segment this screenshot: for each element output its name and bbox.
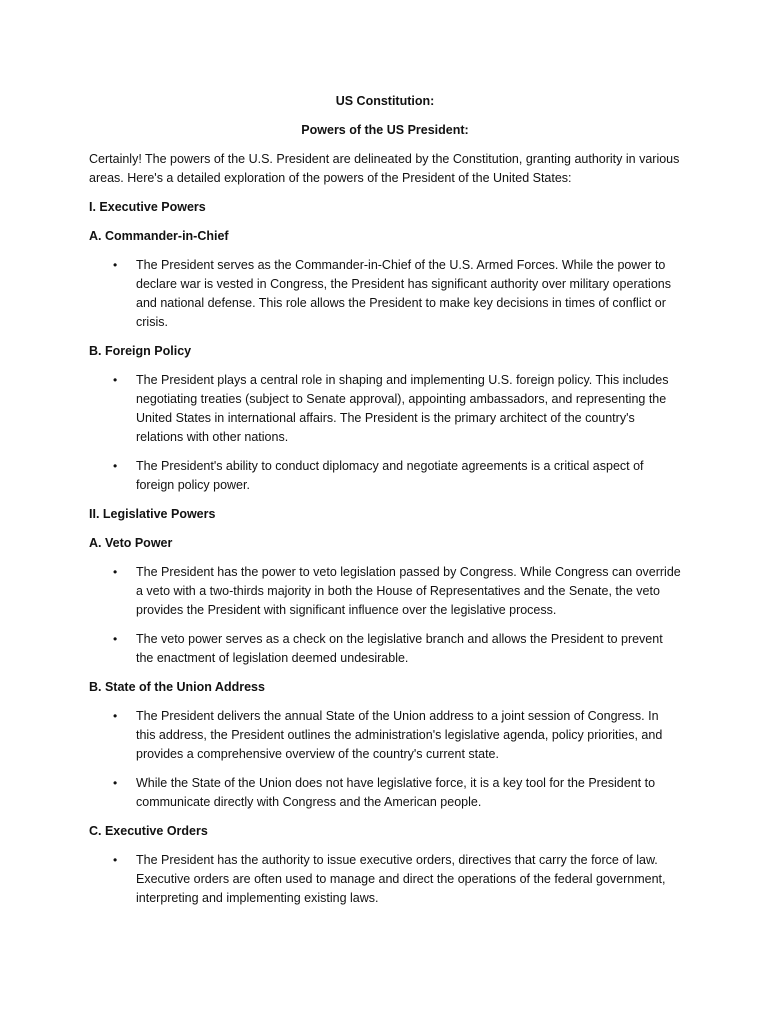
list-item-text: The President's ability to conduct diplomacy and negotiate agreements is a critical aspect of foreign policy power.: [136, 459, 644, 492]
list-item-text: The President has the authority to issue executive orders, directives that carry the force of law. Executive orders are often used to manage and direct the operations of the federal government, interpreting and implementing existing laws.: [136, 853, 666, 905]
list-item: [89, 851, 681, 908]
list-item: [89, 371, 681, 447]
section-heading-legislative-powers: II. Legislative Powers: [89, 507, 216, 521]
bullet-icon: •: [113, 258, 118, 272]
bullet-list: [89, 256, 681, 332]
list-item: [89, 707, 681, 764]
subsection-heading-commander-in-chief: A. Commander-in-Chief: [89, 229, 229, 243]
list-item: [89, 256, 681, 332]
bullet-icon: •: [113, 709, 118, 723]
bullet-icon: •: [113, 373, 118, 387]
list-item-text: The President delivers the annual State of the Union address to a joint session of Congress. In this address, the President outlines the administration's legislative agenda, policy priorities, and provides a comprehensive overview of the country's current state.: [136, 709, 663, 761]
bullet-icon: •: [113, 776, 118, 790]
subsection-heading-veto-power: A. Veto Power: [89, 536, 173, 550]
list-item: [89, 630, 681, 668]
bullet-list: [89, 851, 681, 908]
list-item: [89, 457, 681, 495]
bullet-icon: •: [113, 853, 118, 867]
bullet-icon: •: [113, 459, 118, 473]
document-title: US Constitution:: [335, 94, 435, 108]
document-page: [89, 92, 681, 908]
list-item: [89, 774, 681, 812]
subsection-heading-state-of-the-union: B. State of the Union Address: [89, 680, 265, 694]
bullet-list: [89, 371, 681, 495]
subsection-heading-executive-orders: C. Executive Orders: [89, 824, 208, 838]
intro-paragraph: Certainly! The powers of the U.S. President are delineated by the Constitution, granting authority in various areas. Here's a detailed exploration of the powers of the President of the United States:: [89, 152, 680, 185]
bullet-icon: •: [113, 632, 118, 646]
document-subtitle: Powers of the US President:: [301, 123, 469, 137]
list-item-text: The President has the power to veto legislation passed by Congress. While Congress can override a veto with a two-thirds majority in both the House of Representatives and the Senate, the veto provides the President with significant influence over the legislative process.: [136, 565, 681, 617]
bullet-icon: •: [113, 565, 118, 579]
bullet-list: [89, 563, 681, 668]
list-item: [89, 563, 681, 620]
bullet-list: [89, 707, 681, 812]
section-heading-executive-powers: I. Executive Powers: [89, 200, 206, 214]
list-item-text: The veto power serves as a check on the legislative branch and allows the President to prevent the enactment of legislation deemed undesirable.: [136, 632, 663, 665]
subsection-heading-foreign-policy: B. Foreign Policy: [89, 344, 192, 358]
list-item-text: While the State of the Union does not have legislative force, it is a key tool for the President to communicate directly with Congress and the American people.: [136, 776, 656, 809]
list-item-text: The President serves as the Commander-in-Chief of the U.S. Armed Forces. While the power to declare war is vested in Congress, the President has significant authority over military operations and national defense. This role allows the President to make key decisions in times of conflict or crisis.: [136, 258, 671, 329]
list-item-text: The President plays a central role in shaping and implementing U.S. foreign policy. This includes negotiating treaties (subject to Senate approval), appointing ambassadors, and representing the United States in international affairs. The President is the primary architect of the country's relations with other nations.: [136, 373, 669, 444]
